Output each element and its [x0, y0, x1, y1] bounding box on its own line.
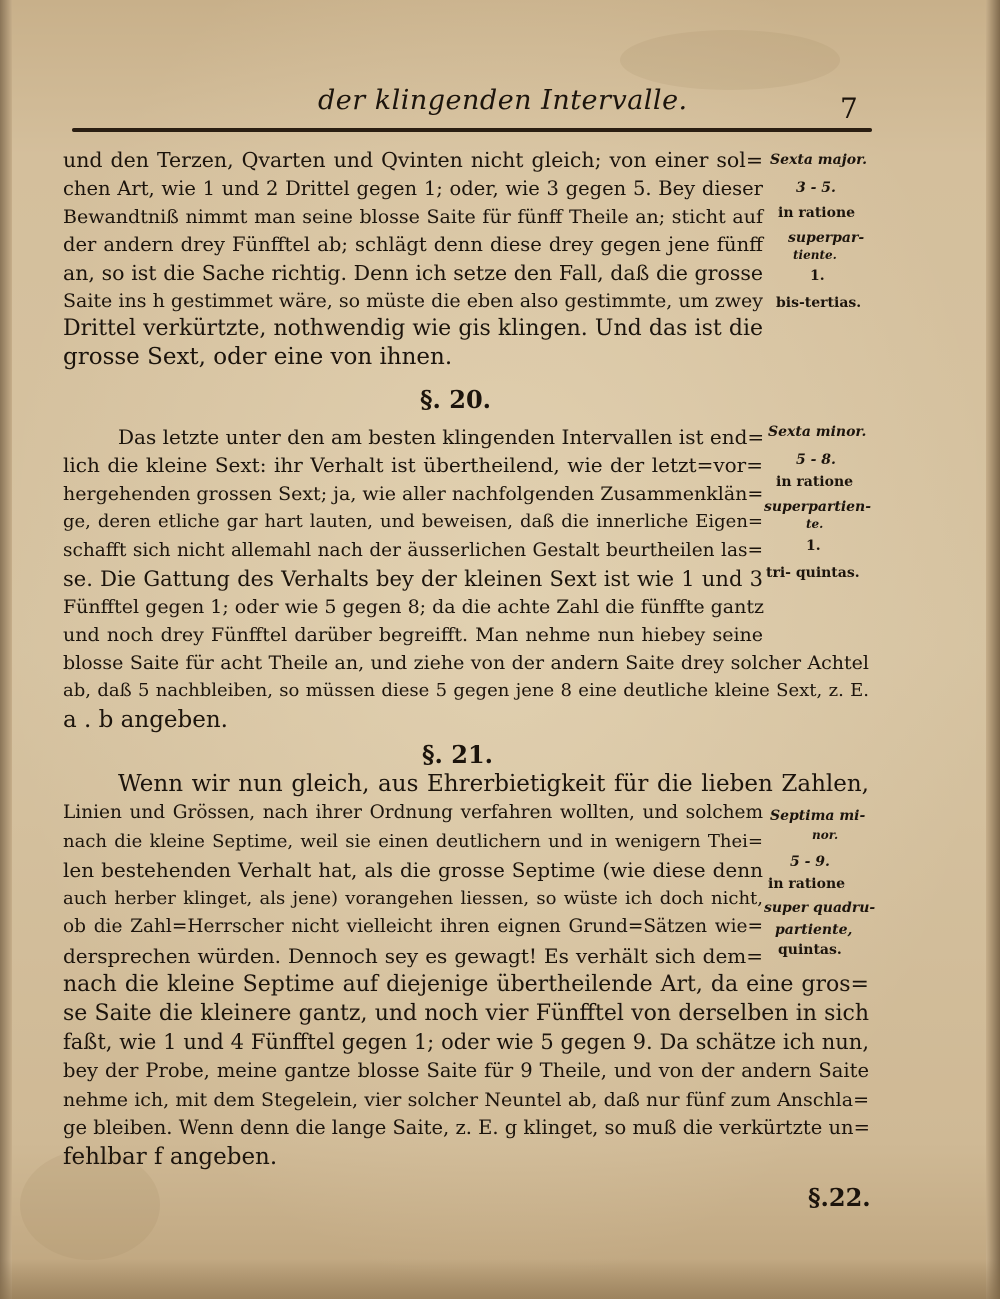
margin-note: in ratione: [776, 474, 854, 490]
text-line: ge, deren etliche gar hart lauten, und beweisen, daß die innerliche Eigen=: [63, 511, 763, 532]
margin-note: Septima mi-: [770, 808, 866, 824]
text-line: fehlbar f angeben.: [63, 1144, 278, 1170]
text-line: Das letzte unter den am besten klingenden Intervallen ist end=: [118, 425, 765, 449]
margin-note: 5 - 8.: [796, 452, 836, 468]
text-line: blosse Saite für acht Theile an, und ziehe von der andern Saite drey solcher Achtel: [63, 652, 869, 674]
text-line: nach die kleine Septime auf diejenige übertheilende Art, da eine gros=: [63, 972, 869, 997]
text-line: der andern drey Fünfftel ab; schlägt denn diese drey gegen jene fünff: [63, 233, 763, 256]
margin-note: quintas.: [778, 942, 842, 958]
margin-note: tri- quintas.: [766, 565, 860, 581]
page-edge-left: [0, 0, 12, 1299]
text-line: ge bleiben. Wenn denn die lange Saite, z. E. g klinget, so muß die verkürtzte un=: [63, 1116, 870, 1139]
text-line: auch herber klinget, als jene) vorangehen liessen, so wüste ich doch nicht,: [63, 888, 763, 909]
text-line: nach die kleine Septime, weil sie einen deutlichern und in wenigern Thei=: [63, 831, 763, 852]
margin-note: bis-tertias.: [776, 295, 862, 311]
margin-note: super quadru-: [764, 900, 876, 916]
margin-note: superpar-: [788, 230, 865, 246]
margin-note: 5 - 9.: [790, 854, 830, 870]
text-line: Wenn wir nun gleich, aus Ehrerbietigkeit für die lieben Zahlen,: [118, 771, 869, 797]
text-line: Bewandtniß nimmt man seine blosse Saite für fünff Theile an; sticht auf: [63, 206, 763, 228]
text-line: len bestehenden Verhalt hat, als die grosse Septime (wie diese denn: [63, 858, 763, 882]
margin-note: in ratione: [778, 205, 856, 221]
text-line: dersprechen würden. Dennoch sey es gewagt! Es verhält sich dem=: [63, 944, 763, 968]
paper-stain: [620, 30, 840, 90]
page-edge-right: [986, 0, 1000, 1299]
margin-note: partiente,: [775, 922, 853, 938]
page-edge-bottom: [0, 1259, 1000, 1299]
text-line: se Saite die kleinere gantz, und noch vier Fünfftel von derselben in sich: [63, 1001, 869, 1026]
text-line: ob die Zahl=Herrscher nicht vielleicht ihren eignen Grund=Sätzen wie=: [63, 916, 763, 937]
text-line: a . b angeben.: [63, 707, 228, 733]
margin-note: superpartien-: [764, 499, 872, 515]
text-line: und den Terzen, Qvarten und Qvinten nicht gleich; von einer sol=: [63, 148, 763, 172]
margin-note: in ratione: [768, 876, 846, 892]
margin-note: 1.: [810, 268, 825, 284]
margin-note: Sexta major.: [770, 152, 868, 168]
catchword: §.22.: [808, 1183, 871, 1212]
margin-note: nor.: [812, 828, 839, 842]
text-line: nehme ich, mit dem Stegelein, vier solcher Neuntel ab, daß nur fünf zum Anschla=: [63, 1089, 869, 1111]
text-line: faßt, wie 1 und 4 Fünfftel gegen 1; oder wie 5 gegen 9. Da schätze ich nun,: [63, 1030, 869, 1054]
section-heading: §. 20.: [420, 385, 492, 414]
text-line: grosse Sext, oder eine von ihnen.: [63, 344, 453, 370]
margin-note: 3 - 5.: [796, 180, 836, 196]
text-line: an, so ist die Sache richtig. Denn ich setze den Fall, daß die grosse: [63, 261, 763, 285]
text-line: se. Die Gattung des Verhalts bey der kleinen Sext ist wie 1 und 3: [63, 567, 763, 591]
margin-note: tiente.: [793, 248, 837, 262]
text-line: Fünfftel gegen 1; oder wie 5 gegen 8; da die achte Zahl die fünffte gantz: [63, 596, 764, 618]
text-line: und noch drey Fünfftel darüber begreifft. Man nehme nun hiebey seine: [63, 624, 763, 646]
text-line: schafft sich nicht allemahl nach der äusserlichen Gestalt beurtheilen las=: [63, 540, 763, 561]
text-line: ab, daß 5 nachbleiben, so müssen diese 5 gegen jene 8 eine deutliche kleine Sext, z. E.: [63, 680, 869, 701]
margin-note: te.: [806, 517, 824, 531]
text-line: bey der Probe, meine gantze blosse Saite für 9 Theile, und von der andern Saite: [63, 1059, 869, 1082]
text-line: Saite ins h gestimmet wäre, so müste die eben also gestimmte, um zwey: [63, 290, 763, 312]
header-rule: [72, 128, 872, 132]
page-number: 7: [840, 92, 858, 125]
text-line: Drittel verkürtzte, nothwendig wie gis klingen. Und das ist die: [63, 316, 763, 341]
text-line: chen Art, wie 1 und 2 Drittel gegen 1; oder, wie 3 gegen 5. Bey dieser: [63, 177, 763, 200]
margin-note: 1.: [806, 538, 821, 554]
text-line: lich die kleine Sext: ihr Verhalt ist übertheilend, wie der letzt=vor=: [63, 453, 763, 477]
text-line: hergehenden grossen Sext; ja, wie aller nachfolgenden Zusammenklän=: [63, 483, 764, 505]
section-heading: §. 21.: [422, 740, 494, 769]
running-header-title: der klingenden Intervalle.: [318, 85, 688, 116]
text-line: Linien und Grössen, nach ihrer Ordnung verfahren wollten, und solchem: [63, 802, 763, 823]
margin-note: Sexta minor.: [768, 424, 867, 440]
